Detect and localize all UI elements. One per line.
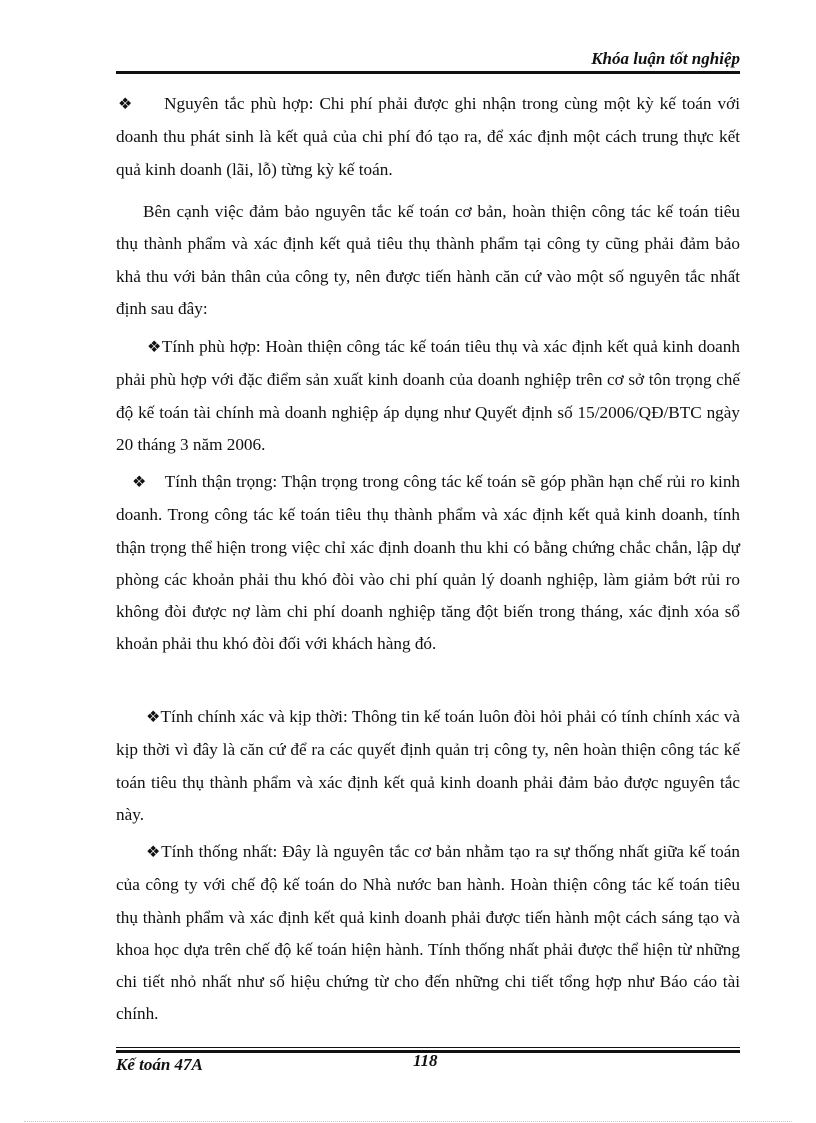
paragraph-2 (116, 196, 740, 325)
paragraph-text: Bên cạnh việc đảm bảo nguyên tắc kế toán cơ bản, hoàn thiện công tác kế toán tiêu thụ thành phẩm và xác định kết quả tiêu thụ thành phẩm tại công ty cũng phải đảm bảo khả thu với bản thân của công ty, nên được tiến hành căn cứ vào một số nguyên tắc nhất định sau đây: (116, 202, 740, 318)
paragraph-1 (116, 88, 740, 186)
bullet-icon: ❖ (147, 339, 162, 356)
bullet-icon: ❖ (132, 474, 147, 491)
page-number: 118 (413, 1051, 438, 1070)
header-title: Khóa luận tốt nghiệp (591, 49, 740, 68)
paragraph-3 (116, 331, 740, 461)
paragraph-text: Tính thận trọng: Thận trọng trong công tác kế toán sẽ góp phần hạn chế rủi ro kinh doanh. Trong công tác kế toán tiêu thụ thành phẩm và xác định kết quả kinh doanh, tính thận trọng thể hiện trong việc chỉ xác định doanh thu khi có bằng chứng chắc chắn, lập dự phòng các khoản phải thu khó đòi vào chi phí quản lý doanh nghiệp, làm giảm bớt rủi ro không đòi được nợ làm chi phí doanh nghiệp tăng đột biến trong tháng, xác định xóa sổ khoản phải thu khó đòi đối với khách hàng đó. (116, 472, 741, 654)
paragraph-4 (116, 466, 740, 661)
paragraph-text: Tính thống nhất: Đây là nguyên tắc cơ bản nhằm tạo ra sự thống nhất giữa kế toán của công ty với chế độ kế toán do Nhà nước ban hành. Hoàn thiện công tác kế toán tiêu thụ thành phẩm và xác định kết quả kinh doanh phải được tiến hành một cách sáng tạo và khoa học dựa trên chế độ kế toán hiện hành. Tính thống nhất phải được thể hiện từ những chi tiết nhỏ nhất như số hiệu chứng từ cho đến những chi tiết tổng hợp như Báo cáo tài chính. (116, 842, 740, 1024)
paragraph-text: Tính chính xác và kịp thời: Thông tin kế toán luôn đòi hỏi phải có tính chính xác và kịp thời vì đây là căn cứ để ra các quyết định quản trị công ty, nên hoàn thiện công tác kế toán tiêu thụ thành phẩm và xác định kết quả kinh doanh phải đảm bảo được nguyên tắc này. (116, 707, 740, 824)
paragraph-6 (116, 836, 740, 1031)
header-rule (116, 71, 740, 74)
paragraph-text: Nguyên tắc phù hợp: Chi phí phải được ghi nhận trong cùng một kỳ kế toán với doanh thu phát sinh là kết quả của chi phí đó tạo ra, để xác định một cách trung thực kết quả kinh doanh (lãi, lỗ) từng kỳ kế toán. (116, 94, 741, 179)
paragraph-5 (116, 701, 740, 831)
footer-department: Kế toán 47A (116, 1055, 203, 1074)
bullet-icon: ❖ (146, 709, 161, 726)
page-edge-divider (24, 1121, 792, 1122)
paragraph-text: Tính phù hợp: Hoàn thiện công tác kế toán tiêu thụ và xác định kết quả kinh doanh phải phù hợp với đặc điểm sản xuất kinh doanh của doanh nghiệp trên cơ sở tôn trọng chế độ kế toán tài chính mà doanh nghiệp áp dụng như Quyết định số 15/2006/QĐ/BTC ngày 20 tháng 3 năm 2006. (116, 337, 740, 454)
bullet-icon: ❖ (146, 844, 162, 861)
bullet-icon: ❖ (118, 96, 135, 113)
footer-rule-top (116, 1047, 740, 1048)
